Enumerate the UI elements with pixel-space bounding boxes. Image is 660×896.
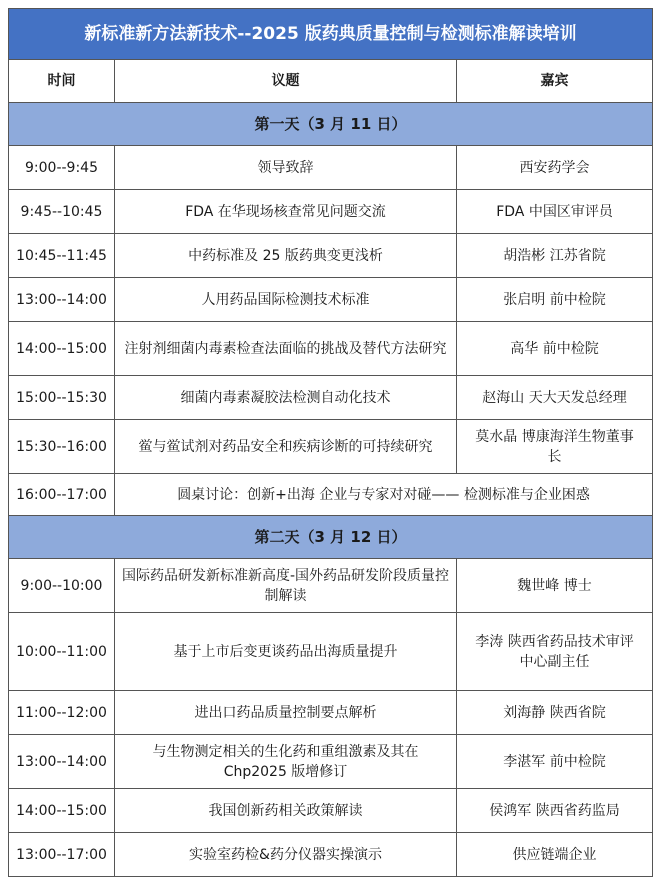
table-row bbox=[9, 146, 653, 190]
session-guest bbox=[457, 420, 653, 474]
session-topic bbox=[115, 322, 457, 376]
session-topic: 领导致辞 bbox=[115, 146, 457, 190]
table-row bbox=[9, 691, 653, 735]
session-time: 13:00--14:00 bbox=[9, 278, 115, 322]
session-time: 11:00--12:00 bbox=[9, 691, 115, 735]
session-time: 9:45--10:45 bbox=[9, 190, 115, 234]
session-time: 13:00--17:00 bbox=[9, 833, 115, 877]
session-guest: 张启明 前中检院 bbox=[457, 278, 653, 322]
session-topic: 进出口药品质量控制要点解析 bbox=[115, 691, 457, 735]
session-time: 16:00--17:00 bbox=[9, 474, 115, 516]
session-time: 10:45--11:45 bbox=[9, 234, 115, 278]
schedule-sheet bbox=[8, 8, 652, 877]
session-guest: 魏世峰 博士 bbox=[457, 559, 653, 613]
session-topic: 人用药品国际检测技术标准 bbox=[115, 278, 457, 322]
session-topic: FDA 在华现场核查常见问题交流 bbox=[115, 190, 457, 234]
session-guest: FDA 中国区审评员 bbox=[457, 190, 653, 234]
session-topic: 基于上市后变更谈药品出海质量提升 bbox=[115, 613, 457, 691]
session-guest: 李湛军 前中检院 bbox=[457, 735, 653, 789]
session-time: 10:00--11:00 bbox=[9, 613, 115, 691]
title-row bbox=[9, 9, 653, 60]
session-guest-text: 莫水晶 博康海洋生物董事长 bbox=[475, 428, 634, 465]
table-row bbox=[9, 376, 653, 420]
session-time: 14:00--15:00 bbox=[9, 322, 115, 376]
session-topic-text: 与生物测定相关的生化药和重组激素及其在Chp2025 版增修订 bbox=[152, 743, 419, 780]
session-guest: 高华 前中检院 bbox=[457, 322, 653, 376]
roundtable-row bbox=[9, 474, 653, 516]
session-guest: 刘海静 陕西省院 bbox=[457, 691, 653, 735]
session-guest: 赵海山 天大天发总经理 bbox=[457, 376, 653, 420]
column-header-guest: 嘉宾 bbox=[457, 60, 653, 103]
session-topic bbox=[115, 735, 457, 789]
session-topic: 实验室药检&药分仪器实操演示 bbox=[115, 833, 457, 877]
table-row bbox=[9, 420, 653, 474]
day1-header-row bbox=[9, 103, 653, 146]
session-topic: 中药标准及 25 版药典变更浅析 bbox=[115, 234, 457, 278]
table-row bbox=[9, 559, 653, 613]
day2-header-row bbox=[9, 516, 653, 559]
session-time: 15:00--15:30 bbox=[9, 376, 115, 420]
header-row bbox=[9, 60, 653, 103]
column-header-topic: 议题 bbox=[115, 60, 457, 103]
session-topic-text: 注射剂细菌内毒素检查法面临的挑战及替代方法研究 bbox=[124, 340, 447, 357]
session-guest: 西安药学会 bbox=[457, 146, 653, 190]
session-time: 14:00--15:00 bbox=[9, 789, 115, 833]
session-topic: 鲎与鲎试剂对药品安全和疾病诊断的可持续研究 bbox=[115, 420, 457, 474]
table-row bbox=[9, 735, 653, 789]
table-row bbox=[9, 789, 653, 833]
session-guest: 供应链端企业 bbox=[457, 833, 653, 877]
session-topic: 细菌内毒素凝胶法检测自动化技术 bbox=[115, 376, 457, 420]
table-row bbox=[9, 322, 653, 376]
roundtable-text: 圆桌讨论：创新+出海 企业与专家对对碰—— 检测标准与企业困惑 bbox=[115, 474, 653, 516]
session-guest: 胡浩彬 江苏省院 bbox=[457, 234, 653, 278]
day1-label: 第一天（3 月 11 日） bbox=[9, 103, 653, 146]
session-time: 15:30--16:00 bbox=[9, 420, 115, 474]
session-guest: 侯鸿军 陕西省药监局 bbox=[457, 789, 653, 833]
page-title: 新标准新方法新技术--2025 版药典质量控制与检测标准解读培训 bbox=[9, 9, 653, 60]
table-row bbox=[9, 234, 653, 278]
session-topic: 我国创新药相关政策解读 bbox=[115, 789, 457, 833]
session-topic bbox=[115, 559, 457, 613]
schedule-table bbox=[8, 8, 653, 877]
table-row bbox=[9, 613, 653, 691]
table-row bbox=[9, 190, 653, 234]
table-row bbox=[9, 833, 653, 877]
session-time: 9:00--10:00 bbox=[9, 559, 115, 613]
table-row bbox=[9, 278, 653, 322]
session-time: 9:00--9:45 bbox=[9, 146, 115, 190]
session-time: 13:00--14:00 bbox=[9, 735, 115, 789]
session-topic-text: 国际药品研发新标准新高度-国外药品研发阶段质量控制解读 bbox=[121, 567, 450, 604]
session-guest bbox=[457, 613, 653, 691]
column-header-time: 时间 bbox=[9, 60, 115, 103]
session-guest-text: 李涛 陕西省药品技术审评中心副主任 bbox=[475, 633, 634, 670]
day2-label: 第二天（3 月 12 日） bbox=[9, 516, 653, 559]
